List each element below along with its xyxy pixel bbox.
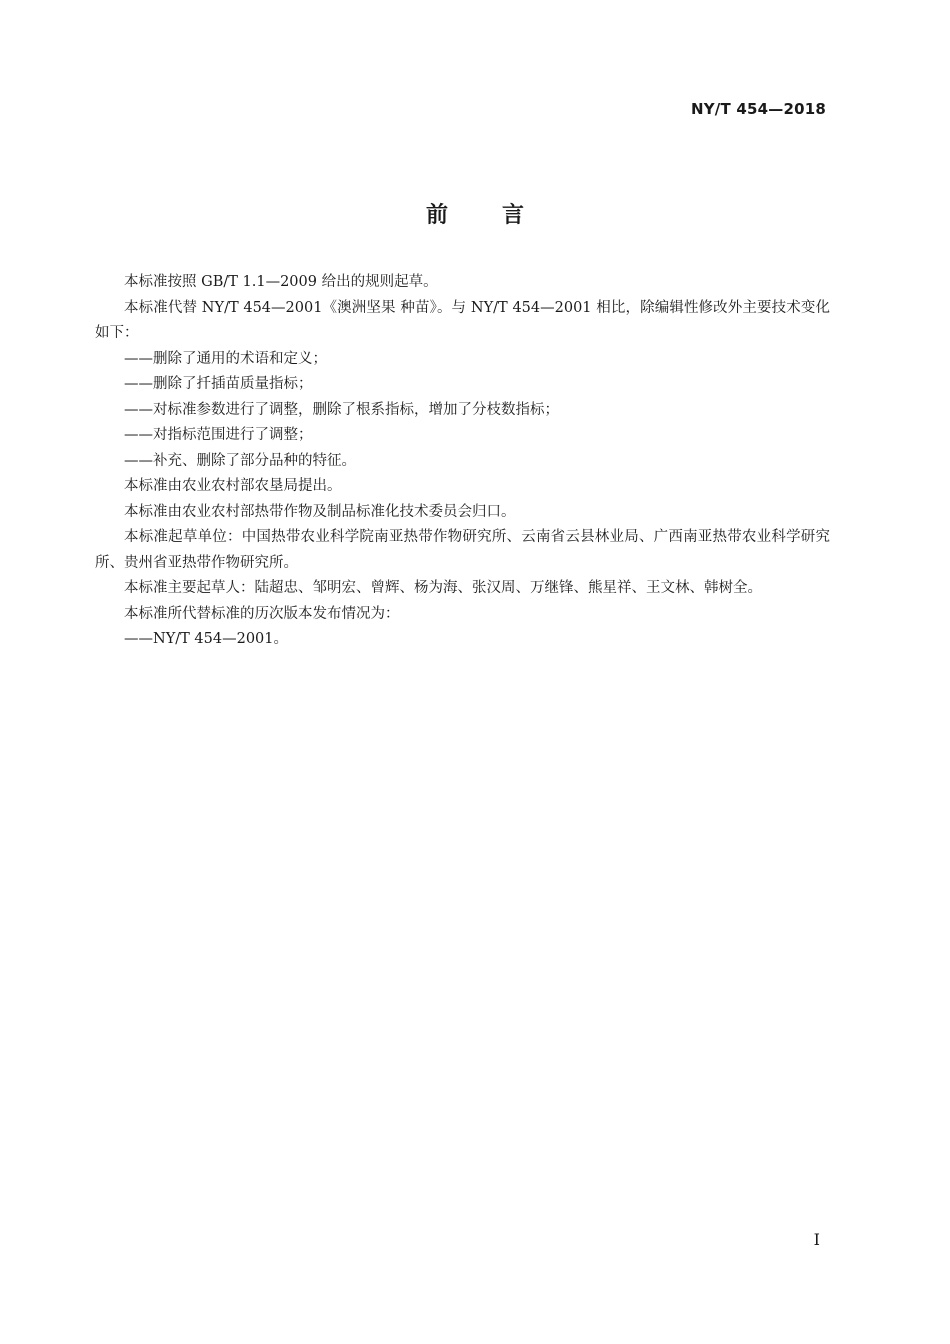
change-item: ——对指标范围进行了调整； <box>124 427 313 443</box>
paragraph-drafting-rules: 本标准按照 GB/T 1.1—2009 给出的规则起草。 <box>124 274 438 290</box>
page-title <box>0 198 950 229</box>
paragraph-proposed-by: 本标准由农业农村部农垦局提出。 <box>124 478 342 494</box>
paragraph-previous-editions: 本标准所代替标准的历次版本发布情况为： <box>124 605 400 622</box>
document-code: NY/T 454—2018 <box>690 100 826 118</box>
paragraph-centralized-by: 本标准由农业农村部热带作物及制品标准化技术委员会归口。 <box>124 503 516 520</box>
change-item: ——删除了扦插苗质量指标； <box>124 376 313 392</box>
paragraph-main-drafters: 本标准主要起草人：陆超忠、邹明宏、曾辉、杨为海、张汉周、万继锋、熊星祥、王文林、韩树全。 <box>124 580 762 596</box>
change-item: ——对标准参数进行了调整，删除了根系指标，增加了分枝数指标； <box>124 401 559 418</box>
page-title-char-2: 言 <box>502 203 525 228</box>
page-title-char-1: 前 <box>425 203 448 228</box>
previous-edition-item: ——NY/T 454—2001。 <box>124 631 289 647</box>
page-number: I <box>813 1230 820 1249</box>
change-item: ——补充、删除了部分品种的特征。 <box>124 452 356 469</box>
paragraph-replaces: 本标准代替 NY/T 454—2001《澳洲坚果 种苗》。与 NY/T 454—2001 相比，除编辑性修改外主要技术变化如下： <box>95 299 830 341</box>
foreword-body <box>95 270 830 653</box>
change-item: ——删除了通用的术语和定义； <box>124 350 327 367</box>
paragraph-drafting-units: 本标准起草单位：中国热带农业科学院南亚热带作物研究所、云南省云县林业局、广西南亚热带农业科学研究所、贵州省亚热带作物研究所。 <box>95 529 830 571</box>
